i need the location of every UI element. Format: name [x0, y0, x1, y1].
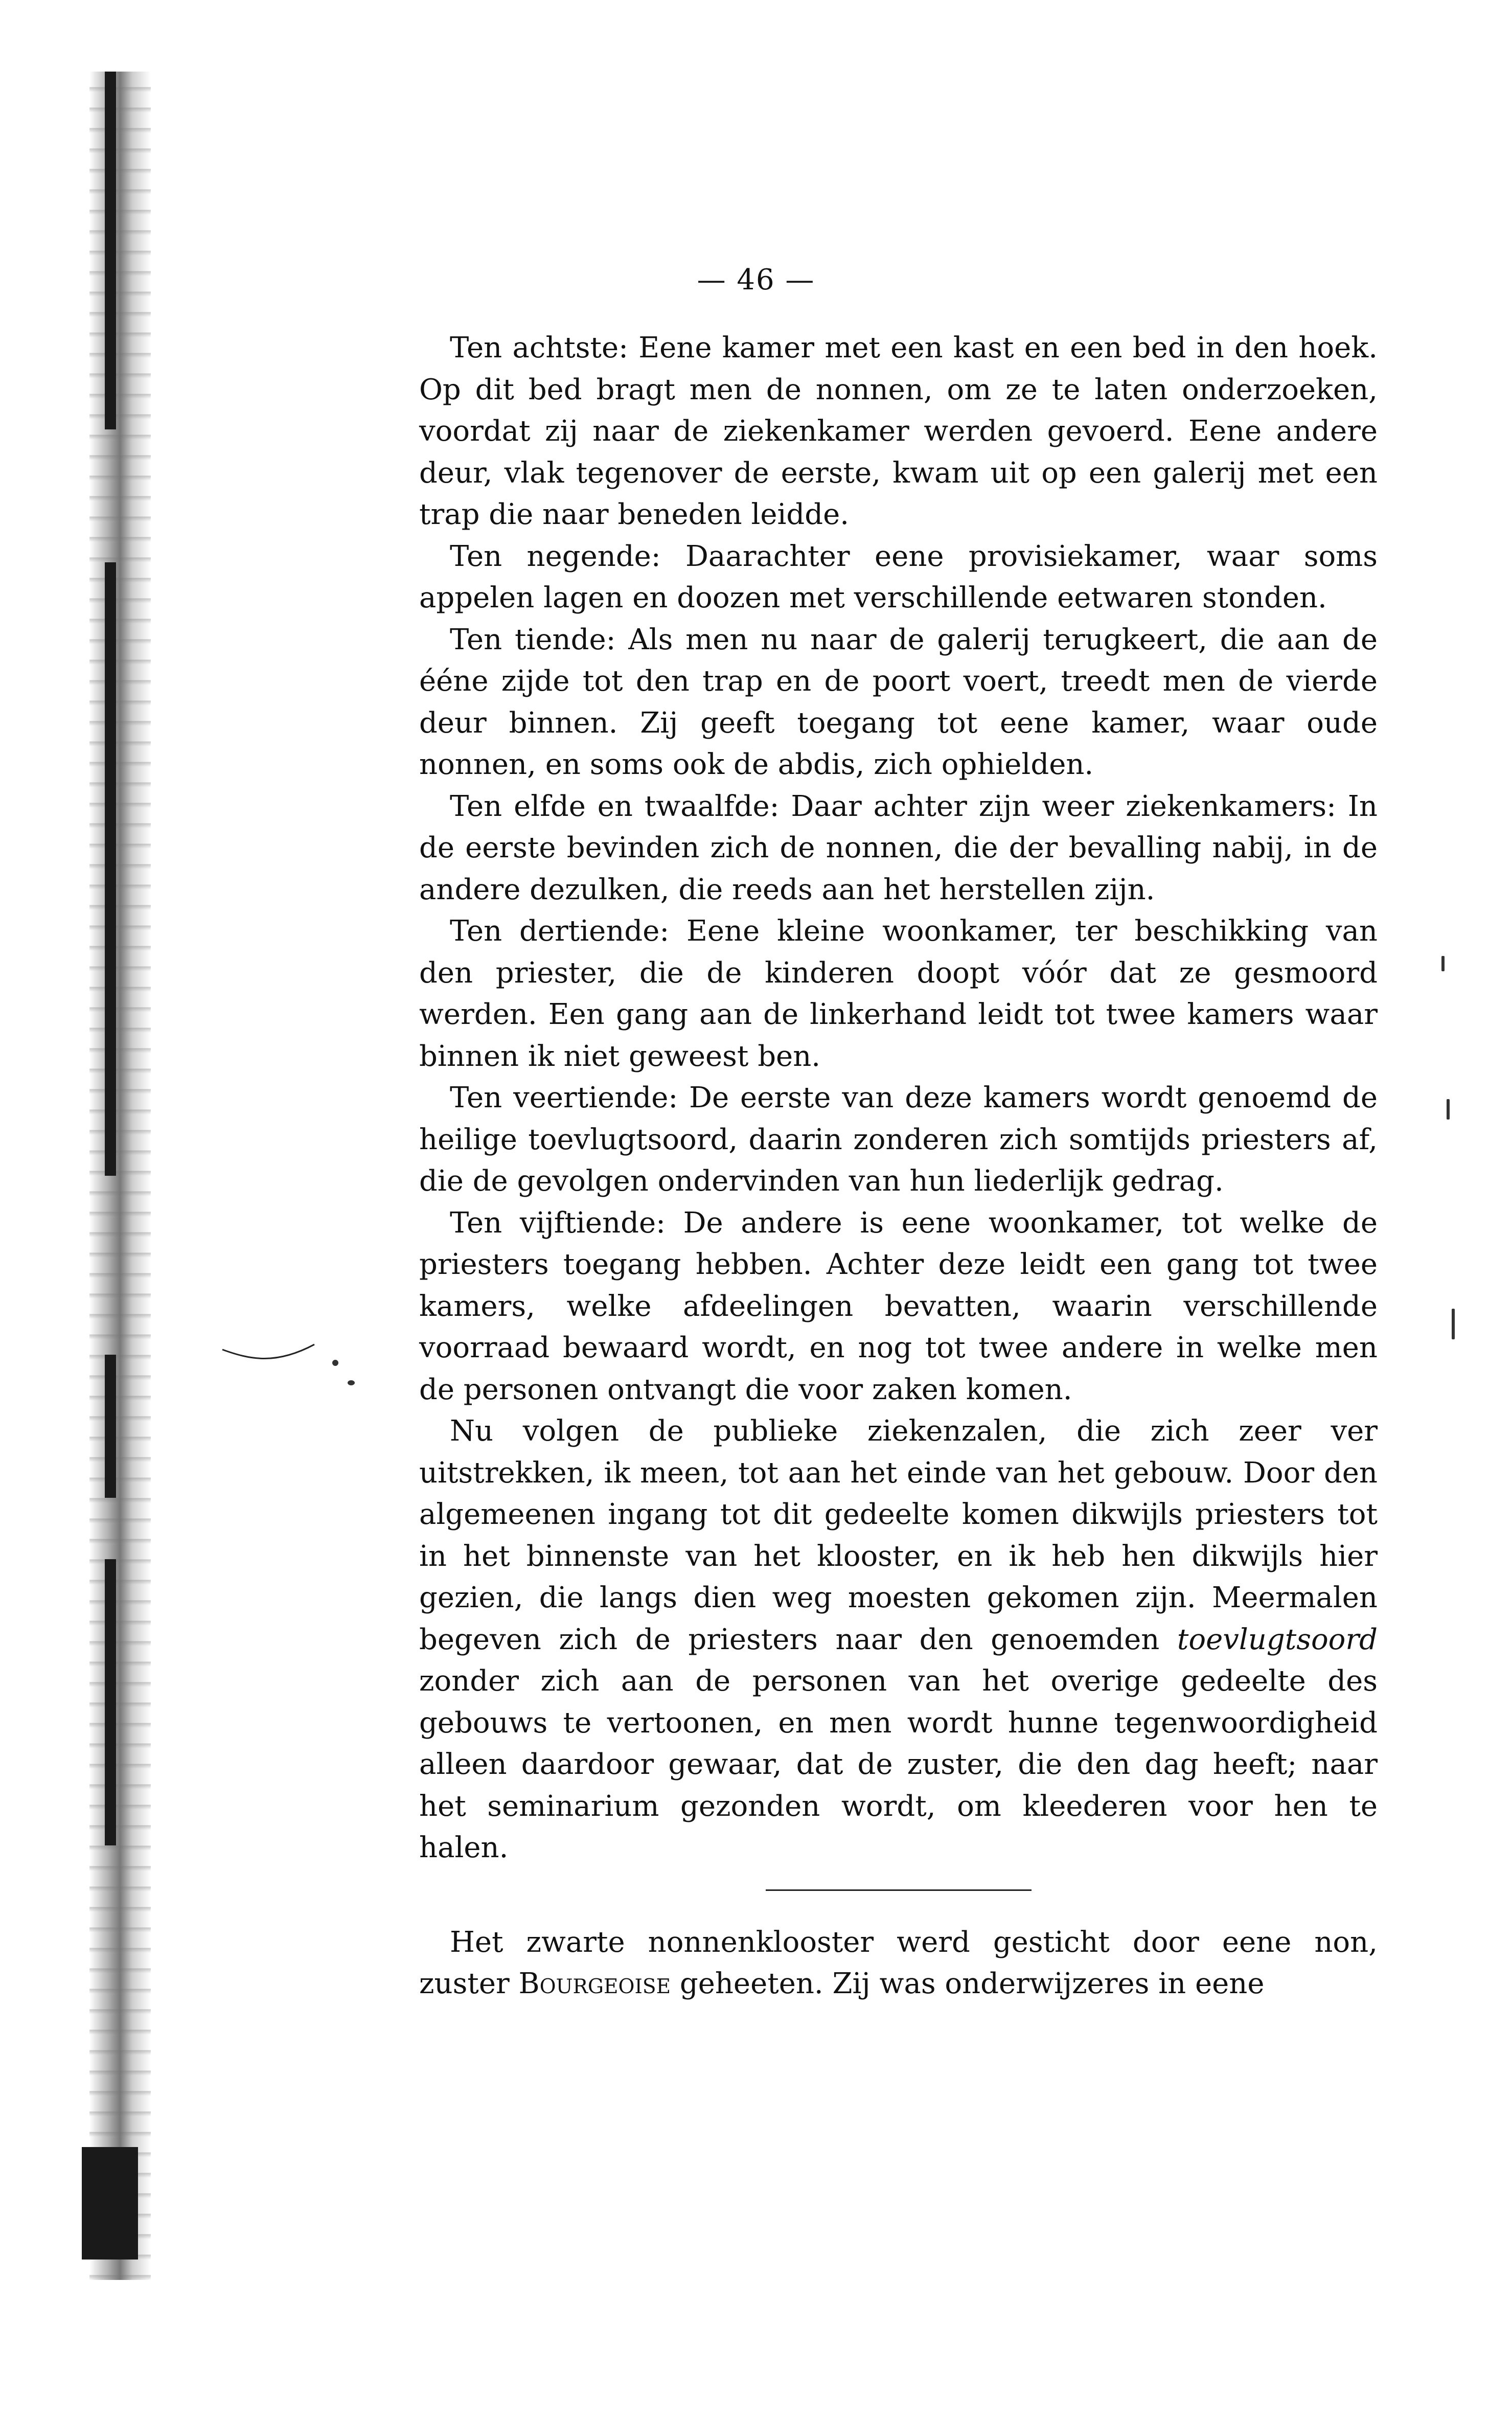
paragraph — [419, 1410, 1378, 1869]
paragraph: Ten tiende: Als men nu naar de galerij terugkeert, die aan de ééne zijde tot den trap en de poort voert, treedt men de vierde deur binnen. Zij geeft toegang tot eene kamer, waar oude nonnen, en soms ook de abdis, zich ophielden. — [419, 623, 1378, 781]
pencil-mark — [220, 1339, 317, 1370]
paragraph: Ten vijftiende: De andere is eene woonkamer, tot welke de priesters toegang hebben. Achter deze leidt een gang tot twee kamers, welke afdeelingen bevatten, waarin verschillende voorraad bewaard wordt, en nog tot twee andere in welke men de personen ontvangt die voor zaken komen. — [419, 1206, 1378, 1406]
scan-speck — [1452, 1309, 1455, 1339]
paragraph: Ten elfde en twaalfde: Daar achter zijn weer ziekenkamers: In de eerste bevinden zich de nonnen, die der bevalling nabij, in de andere dezulken, die reeds aan het herstellen zijn. — [419, 789, 1378, 906]
scan-speck — [332, 1360, 338, 1366]
paragraph: Ten achtste: Eene kamer met een kast en een bed in den hoek. Op dit bed bragt men de nonnen, om ze te laten onderzoeken, voordat zij naar de ziekenkamer werden gevoerd. Eene andere deur, vlak tegenover de eerste, kwam uit op een galerij met een trap die naar beneden leidde. — [419, 331, 1378, 531]
binding-edge — [105, 1559, 116, 1845]
person-name: Bourgeoise — [518, 1967, 671, 2000]
body-text — [419, 327, 1378, 2005]
section-divider — [766, 1889, 1032, 1891]
paragraph-text: zonder zich aan de personen van het overige gedeelte des gebouws te vertoonen, en men wordt hunne tegenwoordigheid alleen daardoor gewaar, dat de zuster, die den dag heeft; naar het seminarium gezonden wordt, om kleederen voor hen te halen. — [419, 1664, 1378, 1864]
binding-edge — [105, 72, 116, 429]
paragraph: Ten dertiende: Eene kleine woonkamer, ter beschikking van den priester, die de kinderen doopt vóór dat ze gesmoord werden. Een gang aan de linkerhand leidt tot twee kamers waar binnen ik niet geweest ben. — [419, 915, 1378, 1073]
binding-edge — [105, 562, 116, 1176]
binding-shadow — [89, 72, 151, 2280]
paragraph: Ten negende: Daarachter eene provisiekamer, waar soms appelen lagen en doozen met verschillende eetwaren stonden. — [419, 539, 1378, 614]
binding-edge — [82, 2147, 138, 2260]
binding-edge — [105, 1355, 116, 1498]
paragraph: Ten veertiende: De eerste van deze kamers wordt genoemd de heilige toevlugtsoord, daarin zonderen zich somtijds priesters af, die de gevolgen ondervinden van hun liederlijk gedrag. — [419, 1081, 1378, 1198]
paragraph-text: Nu volgen de publieke ziekenzalen, die zich zeer ver uitstrekken, ik meen, tot aan het einde van het gebouw. Door den algemeenen ingang tot dit gedeelte komen dikwijls priesters tot in het binnenste van het klooster, en ik heb hen dikwijls hier gezien, die langs dien weg moesten gekomen zijn. Meermalen begeven zich de priesters naar den genoemden — [419, 1414, 1378, 1656]
page-number: — 46 — — [697, 263, 815, 296]
paragraph — [419, 1922, 1378, 2005]
scan-speck — [1447, 1099, 1450, 1120]
paragraph-text: geheeten. Zij was onderwijzeres in eene — [671, 1967, 1265, 2000]
paragraph-text: Het zwarte nonnenklooster werd gesticht door eene non, zuster — [419, 1925, 1378, 2000]
italic-term: toevlugtsoord — [1177, 1623, 1378, 1656]
scan-speck — [348, 1380, 355, 1385]
scan-speck — [1441, 956, 1445, 971]
